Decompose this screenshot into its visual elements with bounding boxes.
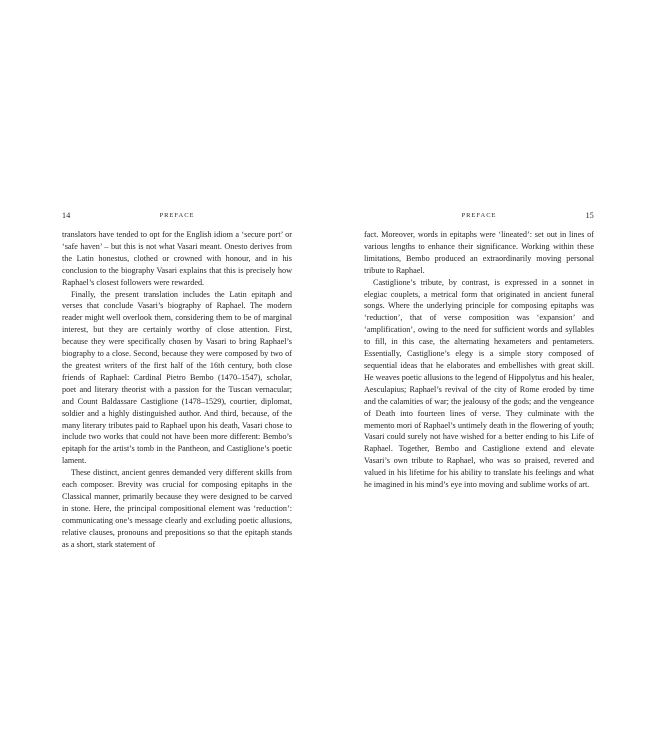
right-body-text: [364, 229, 594, 491]
right-page-number: 15: [585, 211, 594, 220]
right-page: [364, 209, 594, 491]
left-page-number: 14: [62, 211, 71, 220]
left-paragraph-3: These distinct, ancient genres demanded very different skills from each composer. Brevity was crucial for composing epitaphs in the Classical manner, primarily because they were designed to be carved in stone. Here, the principal compositional element was ‘reduction’: communicating one’s message clearly and excluding poetic allusions, relative clauses, pronouns and prepositions so that the epitaph stands as a short, stark statement of: [62, 468, 292, 549]
left-page: [62, 209, 292, 550]
left-running-head: [62, 209, 292, 223]
left-paragraph-1: translators have tended to opt for the English idiom a ‘secure port’ or ‘safe haven’ – but this is not what Vasari meant. Onesto derives from the Latin honestus, clothed or crowned with honour, and in his conclusion to the biography Vasari explains that this is precisely how Raphael’s closest followers were rewarded.: [62, 230, 292, 287]
left-running-title: PREFACE: [159, 212, 195, 219]
right-running-title: PREFACE: [461, 212, 497, 219]
right-running-head: [364, 209, 594, 223]
left-body-text: [62, 229, 292, 550]
right-paragraph-2: Castiglione’s tribute, by contrast, is expressed in a sonnet in elegiac couplets, a metrical form that originated in ancient funeral songs. Where the underlying principle for composing epitaphs was ‘reduction’, that of verse composition was ‘expansion’ and ‘amplification’, owing to the need for sufficient words and syllables to fill, in this case, the alternating hexameters and pentameters. Essentially, Castiglione’s elegy is a simple story composed of sequential ideas that he elaborates and embellishes with great skill. He weaves poetic allusions to the legend of Hippolytus and his healer, Aesculapius; Raphael’s revival of the city of Rome eroded by time and the calamities of war; the jealousy of the gods; and the vengeance of Death into fourteen lines of verse. They culminate with the memento mori of Raphael’s untimely death in the flowering of youth; Vasari could surely not have wished for a better ending to his Life of Raphael. Together, Bembo and Castiglione extend and elevate Vasari’s own tribute to Raphael, who was so praised, revered and valued in his lifetime for his ability to translate his feelings and what he imagined in his mind’s eye into moving and sublime works of art.: [364, 277, 594, 490]
right-paragraph-1: fact. Moreover, words in epitaphs were ‘lineated’: set out in lines of various lengths to enhance their significance. Working within these limitations, Bembo produced an extraordinarily moving personal tribute to Raphael.: [364, 230, 594, 275]
left-paragraph-2: Finally, the present translation includes the Latin epitaph and verses that conclude Vasari’s biography of Raphael. The modern reader might well overlook them, considering them to be of marginal interest, but they are certainly worthy of close attention. First, because they were specifically chosen by Vasari to bring Raphael’s biography to a close. Second, because they were composed by two of the greatest writers of the first half of the 16th century, both close friends of Raphael: Cardinal Pietro Bembo (1470–1547), scholar, poet and literary theorist with a passion for the Tuscan vernacular; and Count Baldassare Castiglione (1478–1529), courtier, diplomat, soldier and a highly distinguished author. And third, because, of the many literary tributes paid to Raphael upon his death, Vasari chose to include two works that could not have been more different: Bembo’s epitaph for the artist’s tomb in the Pantheon, and Castiglione’s poetic lament.: [62, 289, 292, 466]
